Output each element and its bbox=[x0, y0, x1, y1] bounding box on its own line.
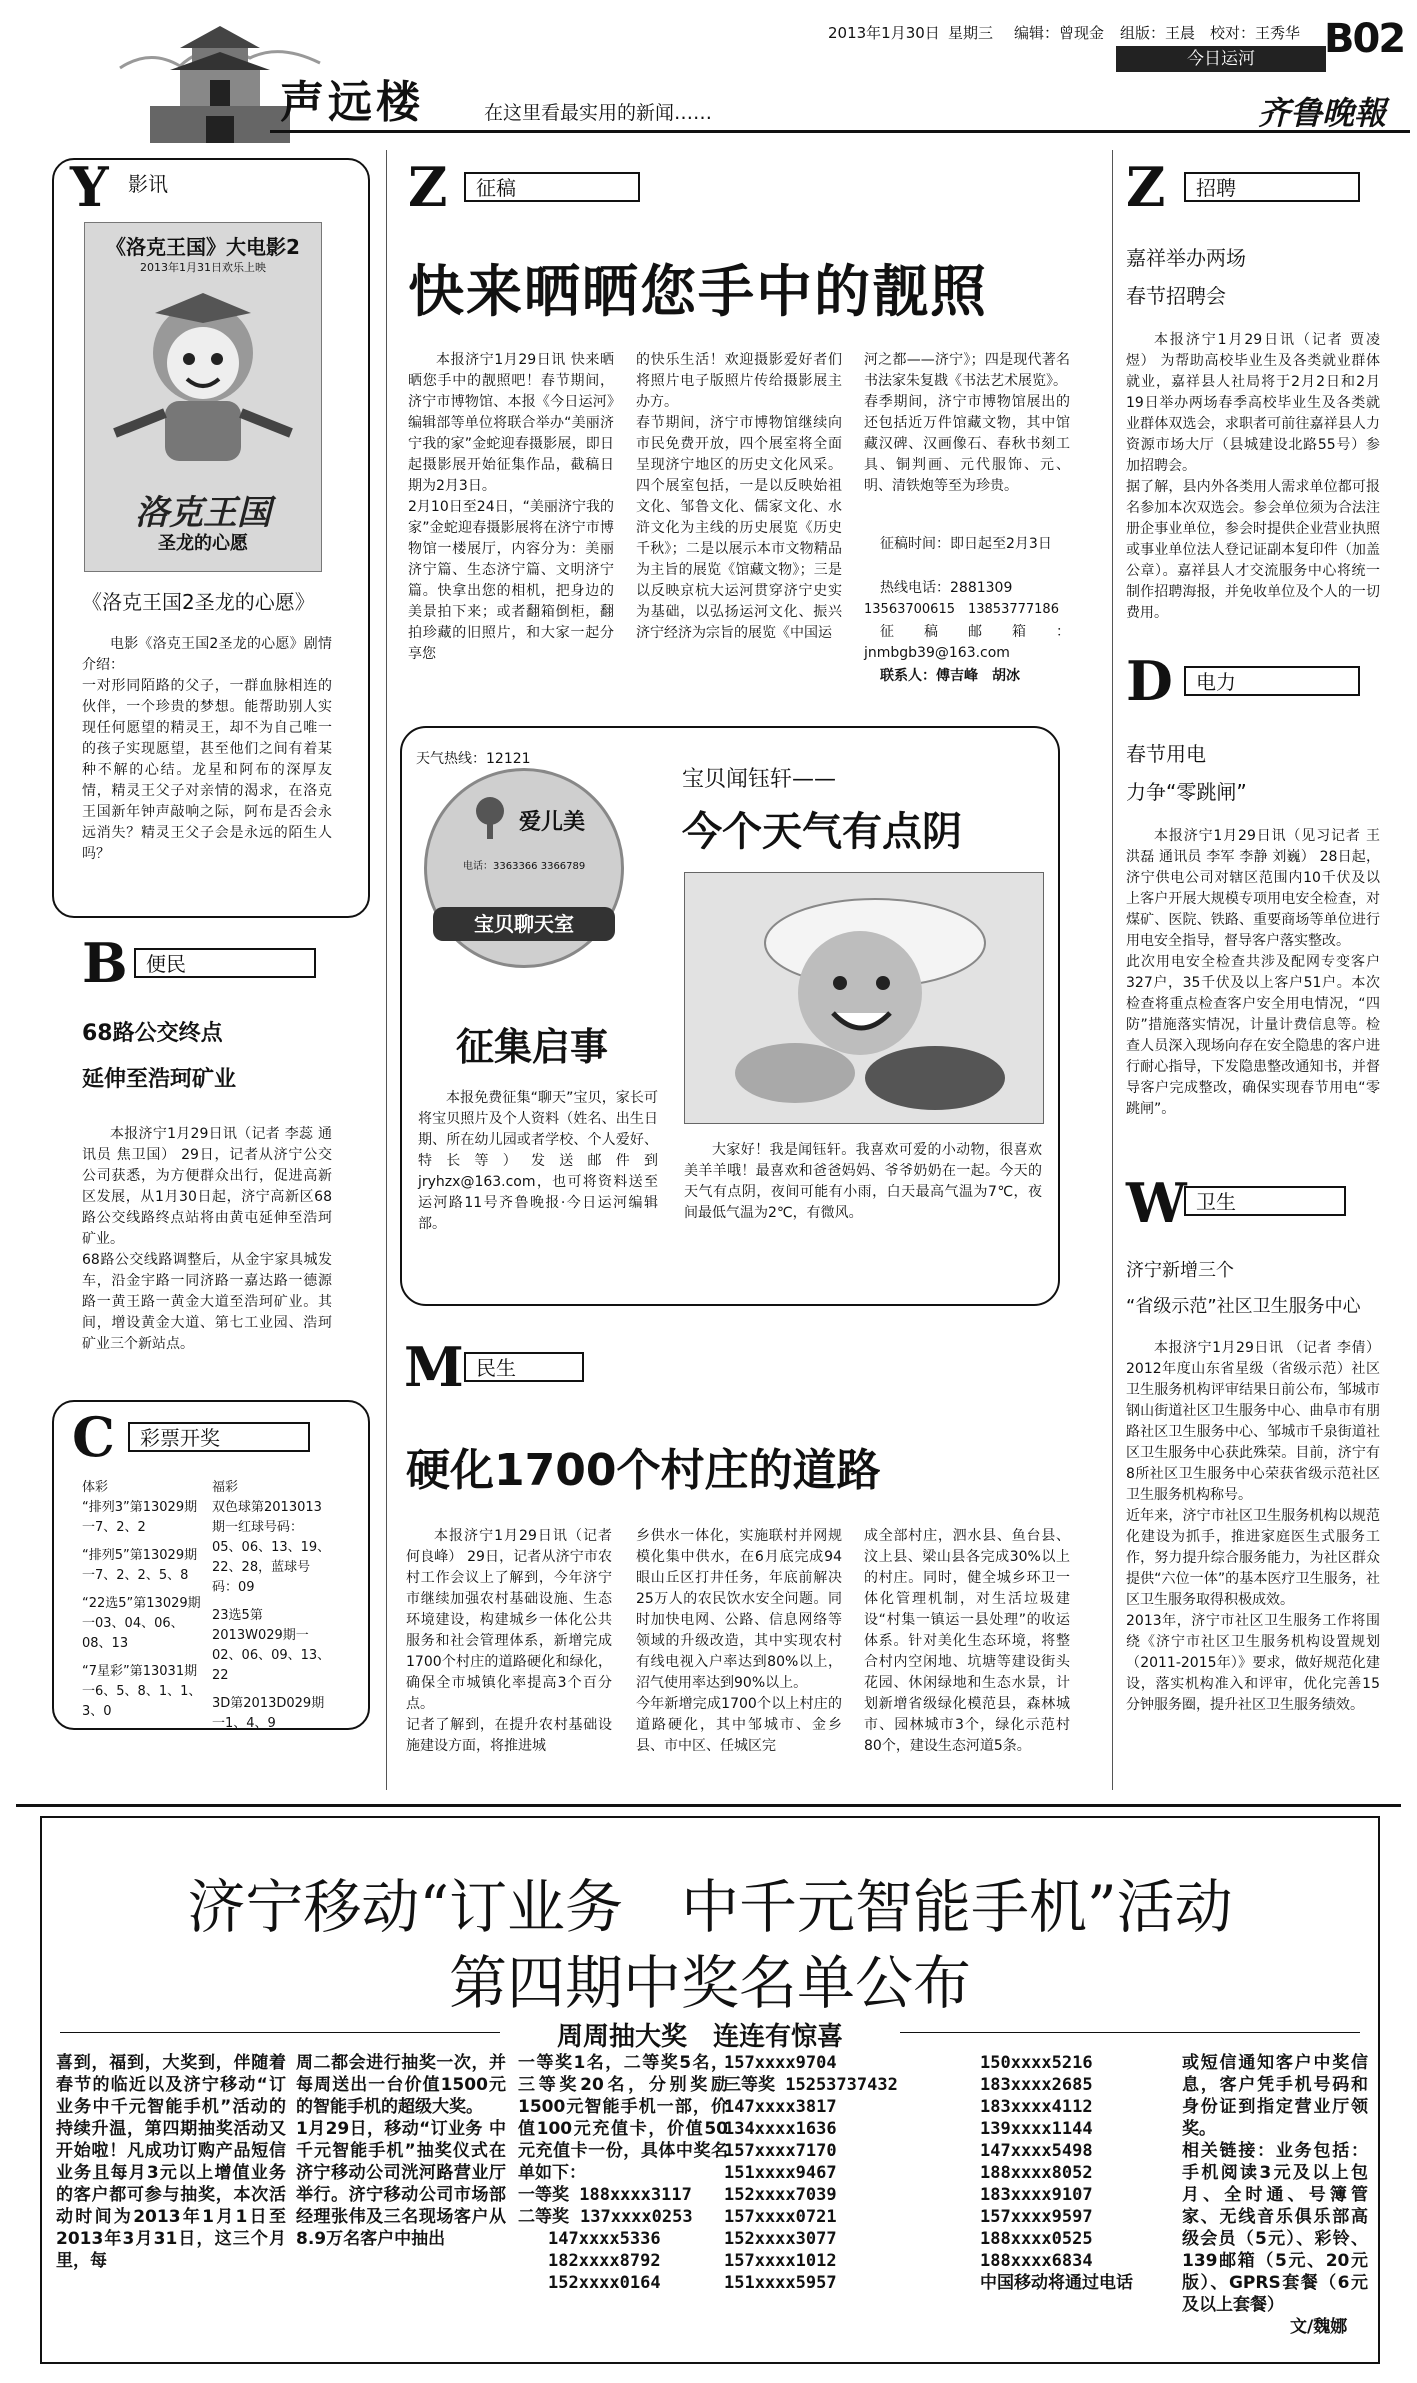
masthead bbox=[0, 0, 1417, 150]
photo-call-col2: 的快乐生活！欢迎摄影爱好者们将照片电子版照片传给摄影展主办方。 春节期间，济宁市博物馆继续向市民免费开放，四个展室将全面呈现济宁地区的历史文化风采。四个展室包括，一是以反映始祖文化、邹鲁文化、儒家文化、水浒文化为主线的历史展览《历史千秋》；二是以展示本市文物精品为主旨的展览《馆藏文物》；三是以反映京杭大运河贯穿济宁史实为基础，以弘扬运河文化、振兴济宁经济为宗旨的展览《中国运 bbox=[636, 352, 842, 641]
issue-weekday: 星期三 bbox=[948, 24, 994, 42]
photo-call-contacts: 联系人：傅吉峰 胡冰 bbox=[880, 668, 1020, 684]
ad-prize-second-first: 137xxxx0253 bbox=[580, 2207, 693, 2227]
ad-title-2: 第四期中奖名单公布 bbox=[448, 1949, 971, 2017]
list-item: 188xxxx0525 bbox=[980, 2229, 1093, 2249]
list-item: 中国移动将通过电话 bbox=[980, 2273, 1133, 2293]
sponsor-brand: 爱儿美 bbox=[519, 810, 586, 835]
layout-credit: 组版：王晨 bbox=[1120, 24, 1196, 42]
issue-date: 2013年1月30日 bbox=[828, 24, 940, 42]
roads-col2: 乡供水一体化，实施联村并网规模化集中供水，在6月底完成94眼山丘区打井任务，年底前解决25万人的农民饮水安全问题。同时加快电网、公路、信息网络等领域的升级改造，其中实现农村有线电视入户率达到80%以上，沼气使用率达到90%以上。 今年新增完成1700个以上村庄的道路硬化，其中邹城市、金乡县、市中区、任城区完 bbox=[636, 1528, 842, 1754]
list-item: 152xxxx0164 bbox=[548, 2273, 661, 2293]
ad-subtitle-rule-right bbox=[900, 2032, 1360, 2033]
lottery-col-welfare bbox=[212, 1498, 332, 1742]
baby-photo-illustration bbox=[685, 873, 1043, 1123]
section-label: 便民 bbox=[134, 948, 316, 978]
jobs-body: 本报济宁1月29日讯（记者 贾凌煜） 为帮助高校毕业生及各类就业群体就业，嘉祥县人社局将于2月2日和2月19日举办两场春季高校毕业生及各类就业群体双选会，求职者可前往嘉祥县人力资源市场大厅（县城建设北路55号）参加招聘会。 据了解，县内外各类用人需求单位都可报名参加本次双选会。参会单位须为合法注册企事业单位，参会时提供企业营业执照或事业单位法人登记证副本复印件（加盖公章）。嘉祥县人才交流服务中心将统一制作招聘海报，并免收单位及个人的一切费用。 bbox=[1126, 332, 1380, 621]
sponsor-badge bbox=[424, 768, 624, 968]
bus-title-2: 延伸至浩珂矿业 bbox=[82, 1067, 237, 1092]
page-number: B02 bbox=[1324, 16, 1405, 62]
section-label: 卫生 bbox=[1184, 1186, 1346, 1216]
list-item: 152xxxx3077 bbox=[724, 2229, 837, 2249]
section-letter: Z bbox=[1126, 155, 1166, 219]
poster-character-illustration bbox=[105, 283, 301, 473]
section-tag bbox=[1116, 46, 1326, 72]
section-letter: D bbox=[1126, 649, 1173, 713]
ad-prize-col-5 bbox=[980, 2052, 1133, 2294]
section-label: 招聘 bbox=[1184, 172, 1360, 202]
list-item: 157xxxx9704 bbox=[724, 2053, 837, 2073]
photo-call-col1: 本报济宁1月29日讯 快来晒晒您手中的靓照吧！春节期间，济宁市博物馆、本报《今日运河》编辑部等单位将联合举办“美丽济宁我的家”金蛇迎春摄影展，即日起摄影展开始征集作品，截稿日期为2月3日。 2月10日至24日，“美丽济宁我的家”金蛇迎春摄影展将在济宁市博物馆一楼展厅，内容分为：美丽济宁篇、生态济宁篇、文明济宁篇。快拿出您的相机，把身边的美景拍下来；或者翻箱倒柜，翻拍珍藏的旧照片，和大家一起分享您 bbox=[408, 352, 614, 662]
list-item: “排列5”第13029期一7、2、2、5、8 bbox=[82, 1548, 198, 1583]
list-item: 188xxxx6834 bbox=[980, 2251, 1093, 2271]
list-item: 139xxxx1144 bbox=[980, 2119, 1093, 2139]
photo-call-hotline: 热线电话：2881309 bbox=[880, 580, 1013, 596]
ad-prize-second-label: 二等奖 bbox=[518, 2207, 569, 2227]
photo-call-email: 征稿邮箱：jnmbgb39@163.com bbox=[864, 624, 1070, 661]
paper-name: 齐鲁晚報 bbox=[1258, 94, 1387, 132]
ad-prize-first: 一等奖 188xxxx3117 bbox=[518, 2185, 692, 2205]
ad-byline: 文/魏娜 bbox=[1290, 2317, 1348, 2337]
list-item: 双色球第2013013期一红球号码：05、06、13、19、22、28，蓝球号码：09 bbox=[212, 1500, 331, 1595]
list-item: 182xxxx8792 bbox=[548, 2251, 661, 2271]
baby-caption: 大家好！我是闻钰轩。我喜欢可爱的小动物，很喜欢美羊羊哦！最喜欢和爸爸妈妈、爷爷奶奶在一起。今天的天气有点阴，夜间可能有小雨，白天最高气温为7℃，夜间最低气温为2℃，有微风。 bbox=[684, 1142, 1042, 1221]
list-item: “排列3”第13029期一7、2、2 bbox=[82, 1500, 198, 1535]
list-item: 157xxxx7170 bbox=[724, 2141, 837, 2161]
section-letter: W bbox=[1126, 1171, 1187, 1235]
list-item: 183xxxx4112 bbox=[980, 2097, 1093, 2117]
column-divider-right bbox=[1112, 150, 1113, 1790]
section-letter: B bbox=[82, 931, 128, 995]
column-slogan: 在这里看最实用的新闻…… bbox=[484, 102, 713, 124]
poster-logo: 洛克王国 bbox=[135, 493, 271, 533]
poster-subtitle: 圣龙的心愿 bbox=[158, 533, 248, 554]
ad-subtitle-rule-left bbox=[60, 2032, 500, 2033]
section-label: 彩票开奖 bbox=[128, 1422, 310, 1452]
ad-text-2: 周二都会进行抽奖一次，并每周送出一台价值1500元的智能手机的超级大奖。 1月29日，移动“订业务 中千元智能手机”抽奖仪式在济宁移动公司洸河路营业厅举行。济宁移动公司市场部经理张伟及三名现场客户从8.9万名客户中抽出 bbox=[296, 2053, 506, 2249]
sponsor-phone: 电话：3363366 3366789 bbox=[463, 861, 586, 872]
poster-date: 2013年1月31日欢乐上映 bbox=[140, 261, 266, 274]
bus-body: 本报济宁1月29日讯（记者 李蕊 通讯员 焦卫国） 29日，记者从济宁公交公司获悉，为方便群众出行，促进高新区发展，从1月30日起，济宁高新区68路公交线路终点站将由黄屯延伸至浩珂矿业。 68路公交线路调整后，从金宇家具城发车，沿金宇路一同济路一嘉达路一德源路一黄王路一黄金大道至浩珂矿业。其间，增设黄金大道、第七工业园、浩珂矿业三个新站点。 bbox=[82, 1126, 332, 1352]
masthead-rule bbox=[270, 130, 1410, 133]
lottery-col-sports-head: 体彩 bbox=[82, 1480, 109, 1495]
column-divider-left bbox=[386, 150, 387, 1790]
section-label: 电力 bbox=[1184, 666, 1360, 696]
list-item: 3D第2013D029期一1、4、9 bbox=[212, 1696, 325, 1731]
section-label: 民生 bbox=[464, 1352, 584, 1382]
health-title-1: 济宁新增三个 bbox=[1126, 1260, 1234, 1281]
ad-title-1: 济宁移动“订业务 中千元智能手机”活动 bbox=[187, 1873, 1233, 1941]
power-title-2: 力争“零跳闸” bbox=[1126, 780, 1247, 804]
list-item: 157xxxx1012 bbox=[724, 2251, 837, 2271]
baby-photo bbox=[684, 872, 1044, 1124]
section-letter: Z bbox=[408, 155, 448, 219]
list-item: 157xxxx9597 bbox=[980, 2207, 1093, 2227]
call-for-babies-body: 本报免费征集“聊天”宝贝，家长可将宝贝照片及个人资料（姓名、出生日期、所在幼儿园或者学校、个人爱好、特长等）发送邮件到jryhzx@163.com，也可将资料送至运河路11号齐鲁晚报·今日运河编辑部。 bbox=[418, 1090, 658, 1232]
lottery-col-sports bbox=[82, 1498, 202, 1730]
ad-text-3a: 一等奖1名，二等奖5名，三等奖20名，分别奖励1500元智能手机一部，价值100元充值卡，价值50元充值卡一份，具体中奖名单如下： bbox=[518, 2053, 728, 2183]
baby-kicker: 宝贝闻钰轩—— bbox=[682, 767, 837, 792]
roads-col3: 成全部村庄，泗水县、鱼台县、汶上县、梁山县各完成30%以上的村庄。同时，健全城乡环卫一体化管理机制，对生活垃圾建设“村集一镇运一县处理”的收运体系。针对美化生态环境，将整合村内空闲地、坑塘等建设街头花园、休闲绿地和生态水景，计划新增省级绿化模范县，森林城市、园林城市3个，绿化示范村80个，建设生态河道5条。 bbox=[864, 1528, 1070, 1754]
photo-call-col3: 河之都——济宁》；四是现代著名书法家朱复戡《书法艺术展览》。 春季期间，济宁市博物馆展出的还包括近万件馆藏文物，其中馆藏汉碑、汉画像石、春秋书刻工具、铜判画、元代服饰、元、明、清铁炮等至为珍贵。 bbox=[864, 352, 1070, 494]
list-item: “7星彩”第13031期一6、5、8、1、1、3、0 bbox=[82, 1664, 202, 1719]
ad-prize-col-4 bbox=[724, 2052, 898, 2294]
proof-credit: 校对：王秀华 bbox=[1210, 24, 1301, 42]
photo-call-phones: 13563700615 13853777186 bbox=[864, 602, 1059, 617]
weather-hotline: 天气热线：12121 bbox=[416, 751, 531, 767]
list-item: 151xxxx9467 bbox=[724, 2163, 837, 2183]
baby-headline: 今个天气有点阴 bbox=[682, 809, 962, 855]
roads-headline: 硬化1700个村庄的道路 bbox=[406, 1445, 881, 1496]
list-item: 150xxxx5216 bbox=[980, 2053, 1093, 2073]
ad-subtitle: 周周抽大奖 连连有惊喜 bbox=[556, 2022, 843, 2052]
ad-text-final: 或短信通知客户中奖信息，客户凭手机号码和身份证到指定营业厅领奖。 相关链接：业务包括：手机阅读3元及以上包月、全时通、号簿管家、无线音乐俱乐部高级会员（5元）、彩铃、139邮箱（5元、20元版）、GPRS套餐（6元及以上套餐） bbox=[1182, 2053, 1368, 2315]
photo-call-headline: 快来晒晒您手中的靓照 bbox=[408, 260, 988, 325]
list-item: “22选5”第13029期一03、04、06、08、13 bbox=[82, 1596, 201, 1651]
list-item: 183xxxx2685 bbox=[980, 2075, 1093, 2095]
list-item: 三等奖 15253737432 bbox=[724, 2075, 898, 2095]
jobs-title-1: 嘉祥举办两场 bbox=[1126, 246, 1246, 270]
list-item: 147xxxx3817 bbox=[724, 2097, 837, 2117]
list-item: 134xxxx1636 bbox=[724, 2119, 837, 2139]
section-tag-label: 今日运河 bbox=[1187, 49, 1255, 69]
jobs-title-2: 春节招聘会 bbox=[1126, 284, 1226, 308]
column-name: 声远楼 bbox=[280, 77, 424, 128]
ad-top-rule bbox=[16, 1804, 1401, 1807]
list-item: 183xxxx9107 bbox=[980, 2185, 1093, 2205]
ad-prize-second-list bbox=[548, 2228, 661, 2294]
photo-call-deadline: 征稿时间：即日起至2月3日 bbox=[880, 536, 1052, 552]
lottery-col-welfare-head: 福彩 bbox=[212, 1480, 239, 1495]
editor-credit: 编辑：曾现金 bbox=[1014, 24, 1105, 42]
bus-title-1: 68路公交终点 bbox=[82, 1021, 223, 1046]
ad-text-1: 喜到，福到，大奖到，伴随着春节的临近以及济宁移动“订业务中千元智能手机”活动的持续升温，第四期抽奖活动又开始啦！凡成功订购产品短信业务且每月3元以上增值业务的客户都可参与抽奖，本次活动时间为2013年1月1日至2013年3月31日，这三个月里，每 bbox=[56, 2053, 286, 2271]
section-letter: M bbox=[404, 1335, 464, 1399]
list-item: 157xxxx0721 bbox=[724, 2207, 837, 2227]
section-letter: Y bbox=[70, 155, 109, 219]
poster-title: 《洛克王国》大电影2 bbox=[106, 235, 300, 259]
health-body: 本报济宁1月29日讯 （记者 李倩） 2012年度山东省星级（省级示范）社区卫生服务机构评审结果日前公布，邹城市钢山街道社区卫生服务中心、曲阜市有朋路社区卫生服务中心、邹城市千泉街道社区卫生服务中心获此殊荣。目前，济宁有8所社区卫生服务中心荣获省级示范社区卫生服务机构称号。 近年来，济宁市社区卫生服务机构以规范化建设为抓手，推进家庭医生式服务工作，努力提升综合服务能力，为社区群众提供“六位一体”的基本医疗卫生服务，社区卫生服务取得积极成效。 2013年，济宁市社区卫生服务工作将围绕《济宁市社区卫生服务机构设置规划（2011-2015年）》要求，做好规范化建设，落实机构准入和评审，优化完善15分钟服务圈，提升社区卫生服务绩效。 bbox=[1126, 1340, 1380, 1713]
section-label: 影讯 bbox=[128, 172, 168, 196]
call-for-babies-title: 征集启事 bbox=[456, 1025, 609, 1069]
list-item: 147xxxx5336 bbox=[548, 2229, 661, 2249]
movie-poster bbox=[84, 222, 322, 572]
list-item: 151xxxx5957 bbox=[724, 2273, 837, 2293]
list-item: 152xxxx7039 bbox=[724, 2185, 837, 2205]
section-label: 征稿 bbox=[464, 172, 640, 202]
list-item: 188xxxx8052 bbox=[980, 2163, 1093, 2183]
sponsor-ribbon: 宝贝聊天室 bbox=[433, 907, 615, 941]
power-body: 本报济宁1月29日讯（见习记者 王洪磊 通讯员 李军 李静 刘巍） 28日起，济宁供电公司对辖区范围内10千伏及以上客户开展大规模专项用电安全检查，对煤矿、医院、铁路、重要商场等单位进行用电安全指导，督导客户落实整改。 此次用电安全检查共涉及配网专变客户327户，35千伏及以上客户51户。本次检查将重点检查客户安全用电情况，“四防”措施落实情况，计量计费信息等。检查人员深入现场向存在安全隐患的客户进行耐心指导，下发隐患整改通知书，并督导客户完成整改，确保实现春节用电“零跳闸”。 bbox=[1126, 828, 1380, 1117]
roads-col1: 本报济宁1月29日讯（记者 何良峰） 29日，记者从济宁市农村工作会议上了解到，今年济宁市继续加强农村基础设施、生态环境建设，构建城乡一体化公共服务和社会管理体系，新增完成1700个村庄的道路硬化和绿化，确保全市城镇化率提高3个百分点。 记者了解到，在提升农村基础设施建设方面，将推进城 bbox=[406, 1528, 612, 1754]
section-letter: C bbox=[72, 1405, 115, 1469]
tree-logo-icon bbox=[465, 793, 515, 843]
movie-headline: 《洛克王国2圣龙的心愿》 bbox=[82, 590, 315, 614]
list-item: 23选5第2013W029期一02、06、09、13、22 bbox=[212, 1608, 331, 1683]
power-title-1: 春节用电 bbox=[1126, 742, 1206, 766]
health-title-2: “省级示范”社区卫生服务中心 bbox=[1126, 1296, 1361, 1317]
movie-body: 电影《洛克王国2圣龙的心愿》剧情介绍： 一对形同陌路的父子，一群血脉相连的伙伴，一个珍贵的梦想。能帮助别人实现任何愿望的精灵王，却不为自己唯一的孩子实现愿望，甚至他们之间有着某种不解的心结。龙星和阿布的深厚友情，精灵王父子对亲情的渴求，在洛克王国新年钟声敲响之际，阿布是否会永远消失？精灵王父子会是永远的陌生人吗？ bbox=[82, 636, 332, 862]
list-item: 147xxxx5498 bbox=[980, 2141, 1093, 2161]
